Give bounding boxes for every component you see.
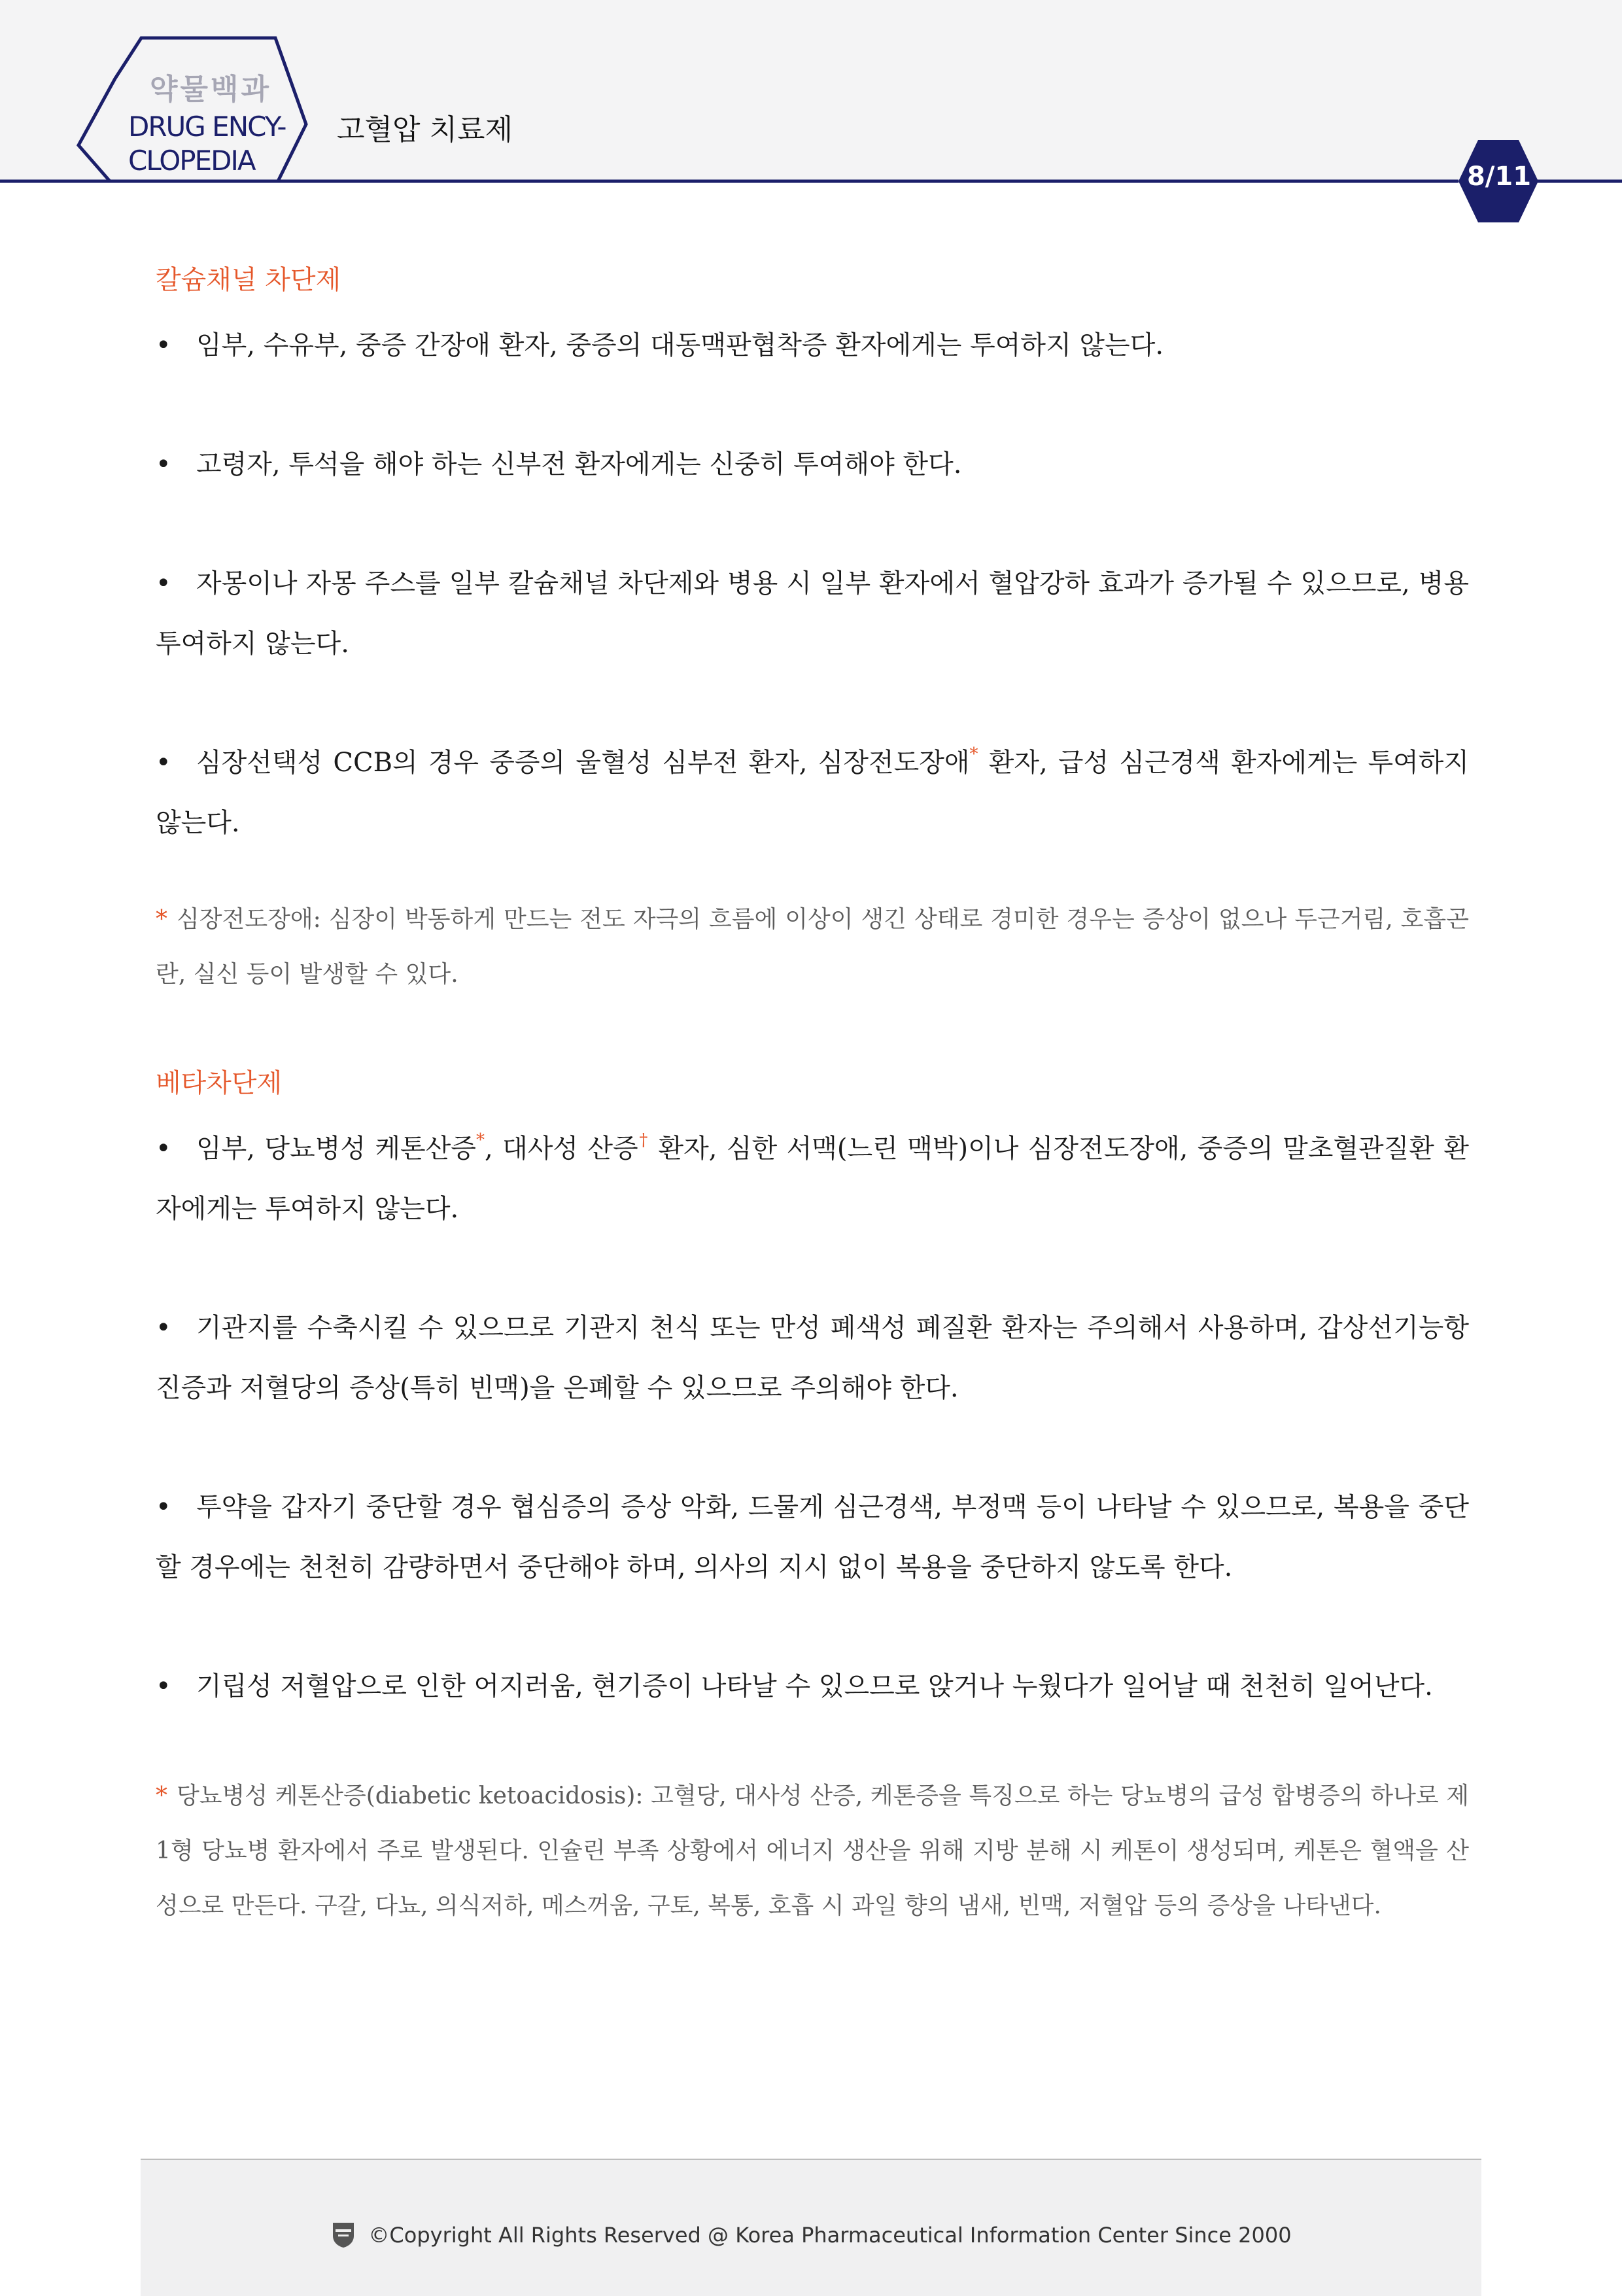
footnote-mark: * — [475, 1130, 485, 1150]
page-footer — [141, 2159, 1481, 2296]
bullet-item: • 고령자, 투석을 해야 하는 신부전 환자에게는 신중히 투여해야 한다. — [156, 449, 962, 479]
bullet-item: • 임부, 당뇨병성 케톤산증*, 대사성 산증† 환자, 심한 서맥(느린 맥박)이나 심장전도장애, 중증의 말초혈관질환 환자에게는 투여하지 않는다. — [156, 1130, 1469, 1224]
bullet-item: • 투약을 갑자기 중단할 경우 협심증의 증상 악화, 드물게 심근경색, 부정맥 등이 나타날 수 있으므로, 복용을 중단할 경우에는 천천히 감량하면서 중단해야 하며, 의사의 지시 없이 복용을 중단하지 않도록 한다. — [156, 1492, 1469, 1582]
section-heading-ccb: 칼슘채널 차단제 — [156, 265, 341, 295]
copyright-text: ©Copyright All Rights Reserved @ Korea Pharmaceutical Information Center Since 2000 — [368, 2223, 1292, 2248]
bullet-item: • 임부, 수유부, 중증 간장애 환자, 중증의 대동맥판협착증 환자에게는 투여하지 않는다. — [156, 330, 1164, 360]
footnote-mark: * — [969, 744, 978, 764]
section-heading-beta-blocker: 베타차단제 — [156, 1068, 283, 1098]
bullet-item: • 심장선택성 CCB의 경우 중증의 울혈성 심부전 환자, 심장전도장애* 환자, 급성 심근경색 환자에게는 투여하지 않는다. — [156, 744, 1470, 838]
shield-logo-icon — [330, 2220, 356, 2249]
logo-korean: 약물백과 — [149, 73, 271, 106]
logo-english: DRUG ENCY- CLOPEDIA — [128, 111, 286, 177]
bullet-item: • 기관지를 수축시킬 수 있으므로 기관지 천식 또는 만성 폐색성 폐질환 환자는 주의해서 사용하며, 갑상선기능항진증과 저혈당의 증상(특히 빈맥)을 은폐할 수 있으므로 주의해야 한다. — [156, 1313, 1469, 1403]
footnote: * 당뇨병성 케톤산증(diabetic ketoacidosis): 고혈당, 대사성 산증, 케톤증을 특징으로 하는 당뇨병의 급성 합병증의 하나로 제 1형 당뇨병 환자에서 주로 발생된다. 인슐린 부족 상황에서 에너지 생산을 위해 지방 분해 시 케톤이 생성되며, 케톤은 혈액을 산성으로 만든다. 구갈, 다뇨, 의식저하, 메스꺼움, 구토, 복통, 호흡 시 과일 향의 냄새, 빈맥, 저혈압 등의 증상을 나타낸다. — [156, 1783, 1469, 1919]
footnote: * 심장전도장애: 심장이 박동하게 만드는 전도 자극의 흐름에 이상이 생긴 상태로 경미한 경우는 증상이 없으나 두근거림, 호흡곤란, 실신 등이 발생할 수 있다. — [156, 906, 1469, 988]
bullet-item: • 자몽이나 자몽 주스를 일부 칼슘채널 차단제와 병용 시 일부 환자에서 혈압강하 효과가 증가될 수 있으므로, 병용 투여하지 않는다. — [156, 568, 1469, 659]
page-number: 8/11 — [1466, 162, 1532, 192]
footnote-mark: † — [638, 1130, 649, 1150]
page-content — [156, 262, 1469, 1934]
document-title: 고혈압 치료제 — [337, 113, 513, 147]
bullet-item: • 기립성 저혈압으로 인한 어지러움, 현기증이 나타날 수 있으므로 앉거나 누웠다가 일어날 때 천천히 일어난다. — [156, 1671, 1433, 1701]
